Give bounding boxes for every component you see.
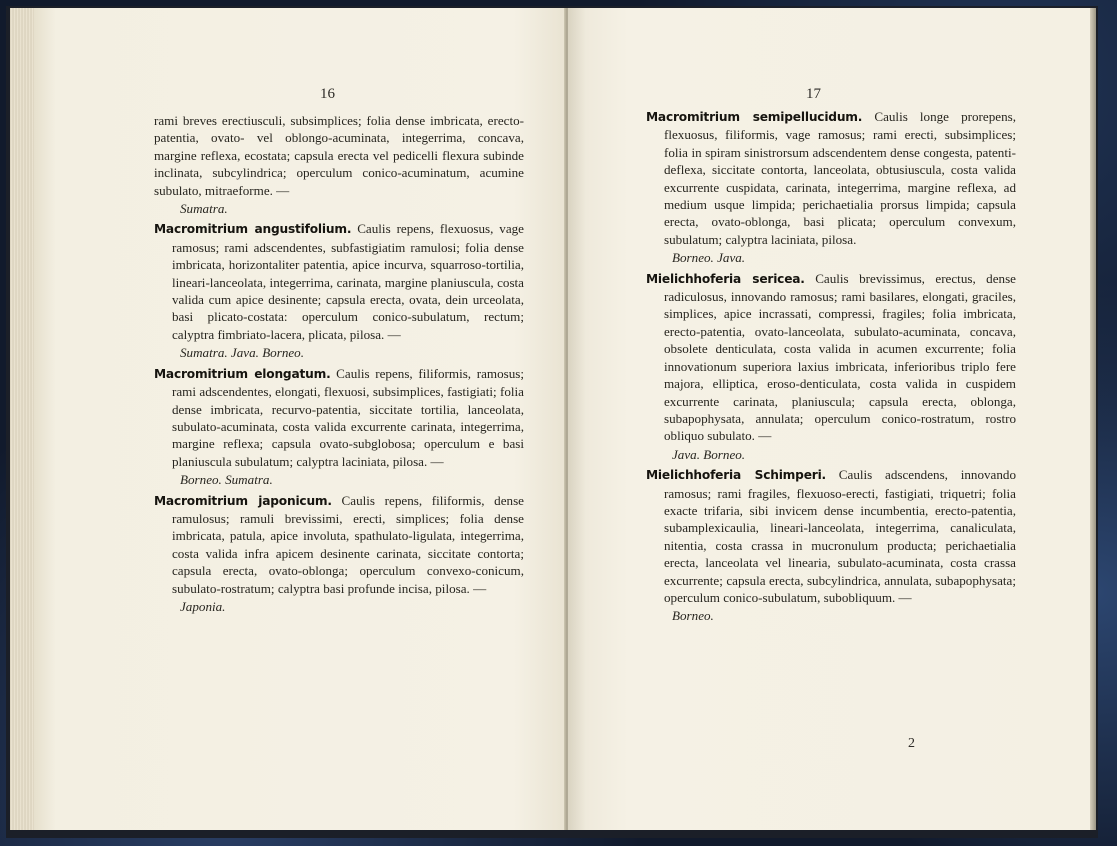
right-page-edge (1090, 8, 1096, 830)
entry-mielichhoferia-sericea (646, 270, 1016, 445)
right-page-number: 17 (806, 86, 821, 102)
left-page (34, 8, 566, 830)
species-description: Caulis adscendens, innovando ramosus; rami fragiles, flexuoso-erecti, fastigiati, triquetri; folia exacte trifaria, sibi invicem dense incumbentia, erecto-patentia, subamplexicaulia, lineari-lanceolata, integerrima, canaliculata, nitentia, costa crassa in mucronulum producta; perichaetialia erecta, lanceolata vel linearia, subulato-acuminata, costa crassa excurrente; capsula erecta, subcylindrica, annulata, subapophysata; operculum conico-subulatum, subobliquum. — (664, 467, 1016, 605)
species-locality: Borneo. Sumatra. (180, 472, 273, 488)
continuation-text: rami breves erectiusculi, subsimplices; folia dense imbricata, erecto-patentia, ovato- vel oblongo-acuminata, integerrima, concava, margine reflexa, ecostata; capsula erecta vel pedicelli flexura subinde inclinata, subcylindrica; operculum conico-acuminatum, acumine subulato, mitraeforme. — (154, 113, 524, 198)
species-locality: Borneo. Java. (672, 250, 746, 266)
entry-macromitrium-elongatum (154, 365, 524, 470)
species-name: Mielichhoferia sericea. (646, 271, 805, 286)
signature-mark: 2 (908, 736, 915, 751)
species-locality: Java. Borneo. (672, 446, 746, 462)
species-name: Macromitrium japonicum. (154, 493, 332, 508)
entry-macromitrium-angustifolium (154, 220, 524, 343)
page-edges (10, 8, 34, 830)
right-page (568, 8, 1090, 830)
species-name: Macromitrium elongatum. (154, 366, 331, 381)
species-locality: Sumatra. Java. Borneo. (180, 345, 305, 361)
species-description: Caulis repens, filiformis, dense ramulosus; ramuli brevissimi, erecti, simplices; folia dense imbricata, patula, apice involuta, spathulato-ligulata, integerrima, costa valida infra apicem desinente carinata, siccitate contorta; capsula erecta, ovato-oblonga; operculum convexo-conicum, subulato-rostratum; calyptra basi profunde incisa, pilosa. — (172, 492, 524, 596)
entry-macromitrium-semipellucidum (646, 108, 1016, 248)
continuation-locality: Sumatra. (180, 201, 228, 217)
species-description: Caulis longe prorepens, flexuosus, filiformis, vage ramosus; rami erecti, subsimplices; folia in spiram sinistrorsum adscendentem dense congesta, patenti-deflexa, siccitate contorta, lanceolata, obtusiuscula, costa valida excurrente cuspidata, carinata, integerrima, margine reflexa, ad medium usque limpida; perichaetialia prorsus limpida; capsula erecta, ovato-oblonga, basi plicata; operculum convexum, subulatum; calyptra laciniata, pilosa. (664, 109, 1016, 247)
species-description: Caulis repens, filiformis, ramosus; rami adscendentes, elongati, flexuosi, subsimplices, fastigiati; folia dense imbricata, recurvo-patentia, siccitate tortilia, lanceolata, subulato-acuminata, costa valida excurrente carinata, integerrima, margine reflexa; capsula ovato-subglobosa; operculum e basi planiuscula subulatum; calyptra laciniata, pilosa. — (172, 365, 524, 469)
species-locality: Japonia. (180, 598, 226, 614)
right-text-block (646, 108, 1016, 628)
left-page-number: 16 (320, 86, 335, 102)
entry-mielichhoferia-schimperi (646, 466, 1016, 606)
species-description: Caulis brevissimus, erectus, dense radiculosus, innovando ramosus; rami basilares, elongati, graciles, simplices, apice incrassati, compressi, fragiles; folia imbricata, erecto-patentia, ovato-lanceolata, subulato-acuminata, concava, obsolete denticulata, costa valida in acumen excurrente; folia innovationum superiora laxius imbricata, inferioribus triplo fere majora, elliptica, eroso-denticulata, costa valida in cuspidem excurrente carinata, planiuscula; capsula erecta, oblonga, subapophysata, annulata; operculum conico-rostratum, rostro obliquo subulato. — (664, 270, 1016, 444)
species-name: Macromitrium angustifolium. (154, 222, 352, 237)
species-locality: Borneo. (672, 608, 714, 624)
species-name: Macromitrium semipellucidum. (646, 110, 863, 124)
species-description: Caulis repens, flexuosus, vage ramosus; rami adscendentes, subfastigiatim ramulosi; folia dense imbricata, horizontaliter patentia, apice incurva, squarroso-tortilia, lineari-lanceolata, integerrima, carinata, margine planiuscula, costa valida cum apice desinente; capsula erecta, ovata, dein urceolata, basi plicato-costata: operculum conico-subulatum, rectum; calyptra fimbriato-lacera, plicata, pilosa. — (172, 221, 524, 342)
species-name: Mielichhoferia Schimperi. (646, 468, 826, 483)
entry-macromitrium-japonicum (154, 492, 524, 597)
left-text-block (154, 112, 524, 618)
